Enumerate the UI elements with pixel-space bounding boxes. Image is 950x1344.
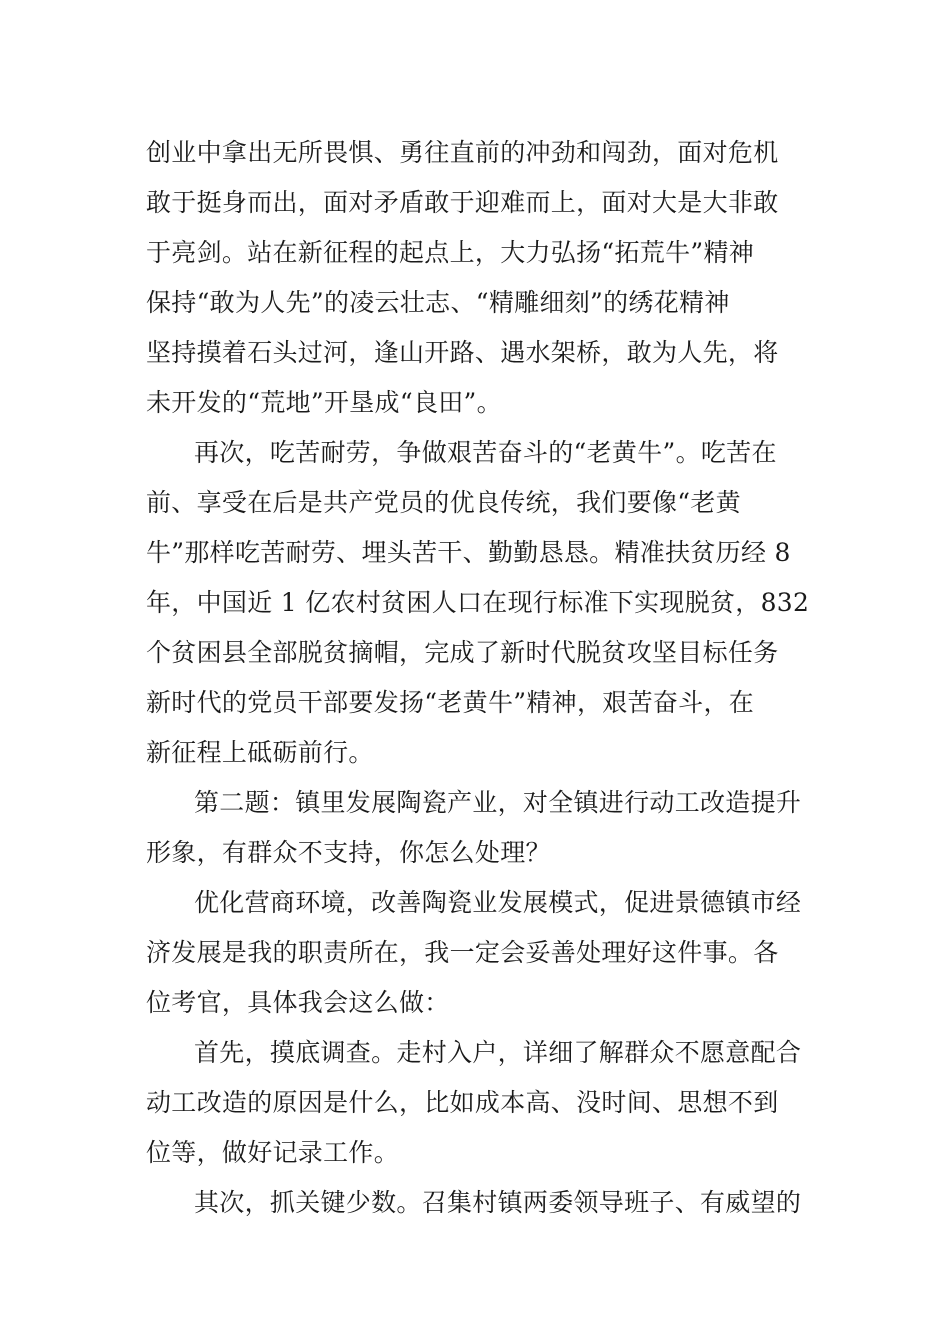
paragraph-start-line: 优化营商环境，改善陶瓷业发展模式，促进景德镇市经 [194,888,802,917]
text-line: 保持“敢为人先”的凌云壮志、“精雕细刻”的绣花精神 [146,288,730,317]
text-line: 动工改造的原因是什么，比如成本高、没时间、思想不到 [146,1088,779,1117]
text-line: 年，中国近 1 亿农村贫困人口在现行标准下实现脱贫，832 [146,588,810,617]
text-line: 位考官，具体我会这么做： [146,988,450,1017]
text-line: 牛”那样吃苦耐劳、埋头苦干、勤勤恳恳。精准扶贫历经 8 [146,538,791,567]
text-line: 创业中拿出无所畏惧、勇往直前的冲劲和闯劲，面对危机 [146,138,779,167]
text-line: 新时代的党员干部要发扬“老黄牛”精神，艰苦奋斗，在 [146,688,755,717]
text-line: 个贫困县全部脱贫摘帽，完成了新时代脱贫攻坚目标任务 [146,638,779,667]
text-line: 济发展是我的职责所在，我一定会妥善处理好这件事。各 [146,938,779,967]
question-heading-line: 形象，有群众不支持，你怎么处理？ [146,838,551,867]
text-line: 坚持摸着石头过河，逢山开路、遇水架桥，敢为人先，将 [146,338,779,367]
paragraph-start-line: 其次，抓关键少数。召集村镇两委领导班子、有威望的 [194,1188,802,1217]
text-line: 于亮剑。站在新征程的起点上，大力弘扬“拓荒牛”精神 [146,238,755,267]
text-line: 位等，做好记录工作。 [146,1138,400,1167]
text-line: 敢于挺身而出，面对矛盾敢于迎难而上，面对大是大非敢 [146,188,779,217]
text-line: 未开发的“荒地”开垦成“良田”。 [146,388,502,417]
text-line: 前、享受在后是共产党员的优良传统，我们要像“老黄 [146,488,741,517]
question-heading-line: 第二题：镇里发展陶瓷产业，对全镇进行动工改造提升 [194,788,802,817]
paragraph-start-line: 首先，摸底调查。走村入户，详细了解群众不愿意配合 [194,1038,802,1067]
text-line: 新征程上砥砺前行。 [146,738,374,767]
paragraph-start-line: 再次，吃苦耐劳，争做艰苦奋斗的“老黄牛”。吃苦在 [194,438,777,467]
